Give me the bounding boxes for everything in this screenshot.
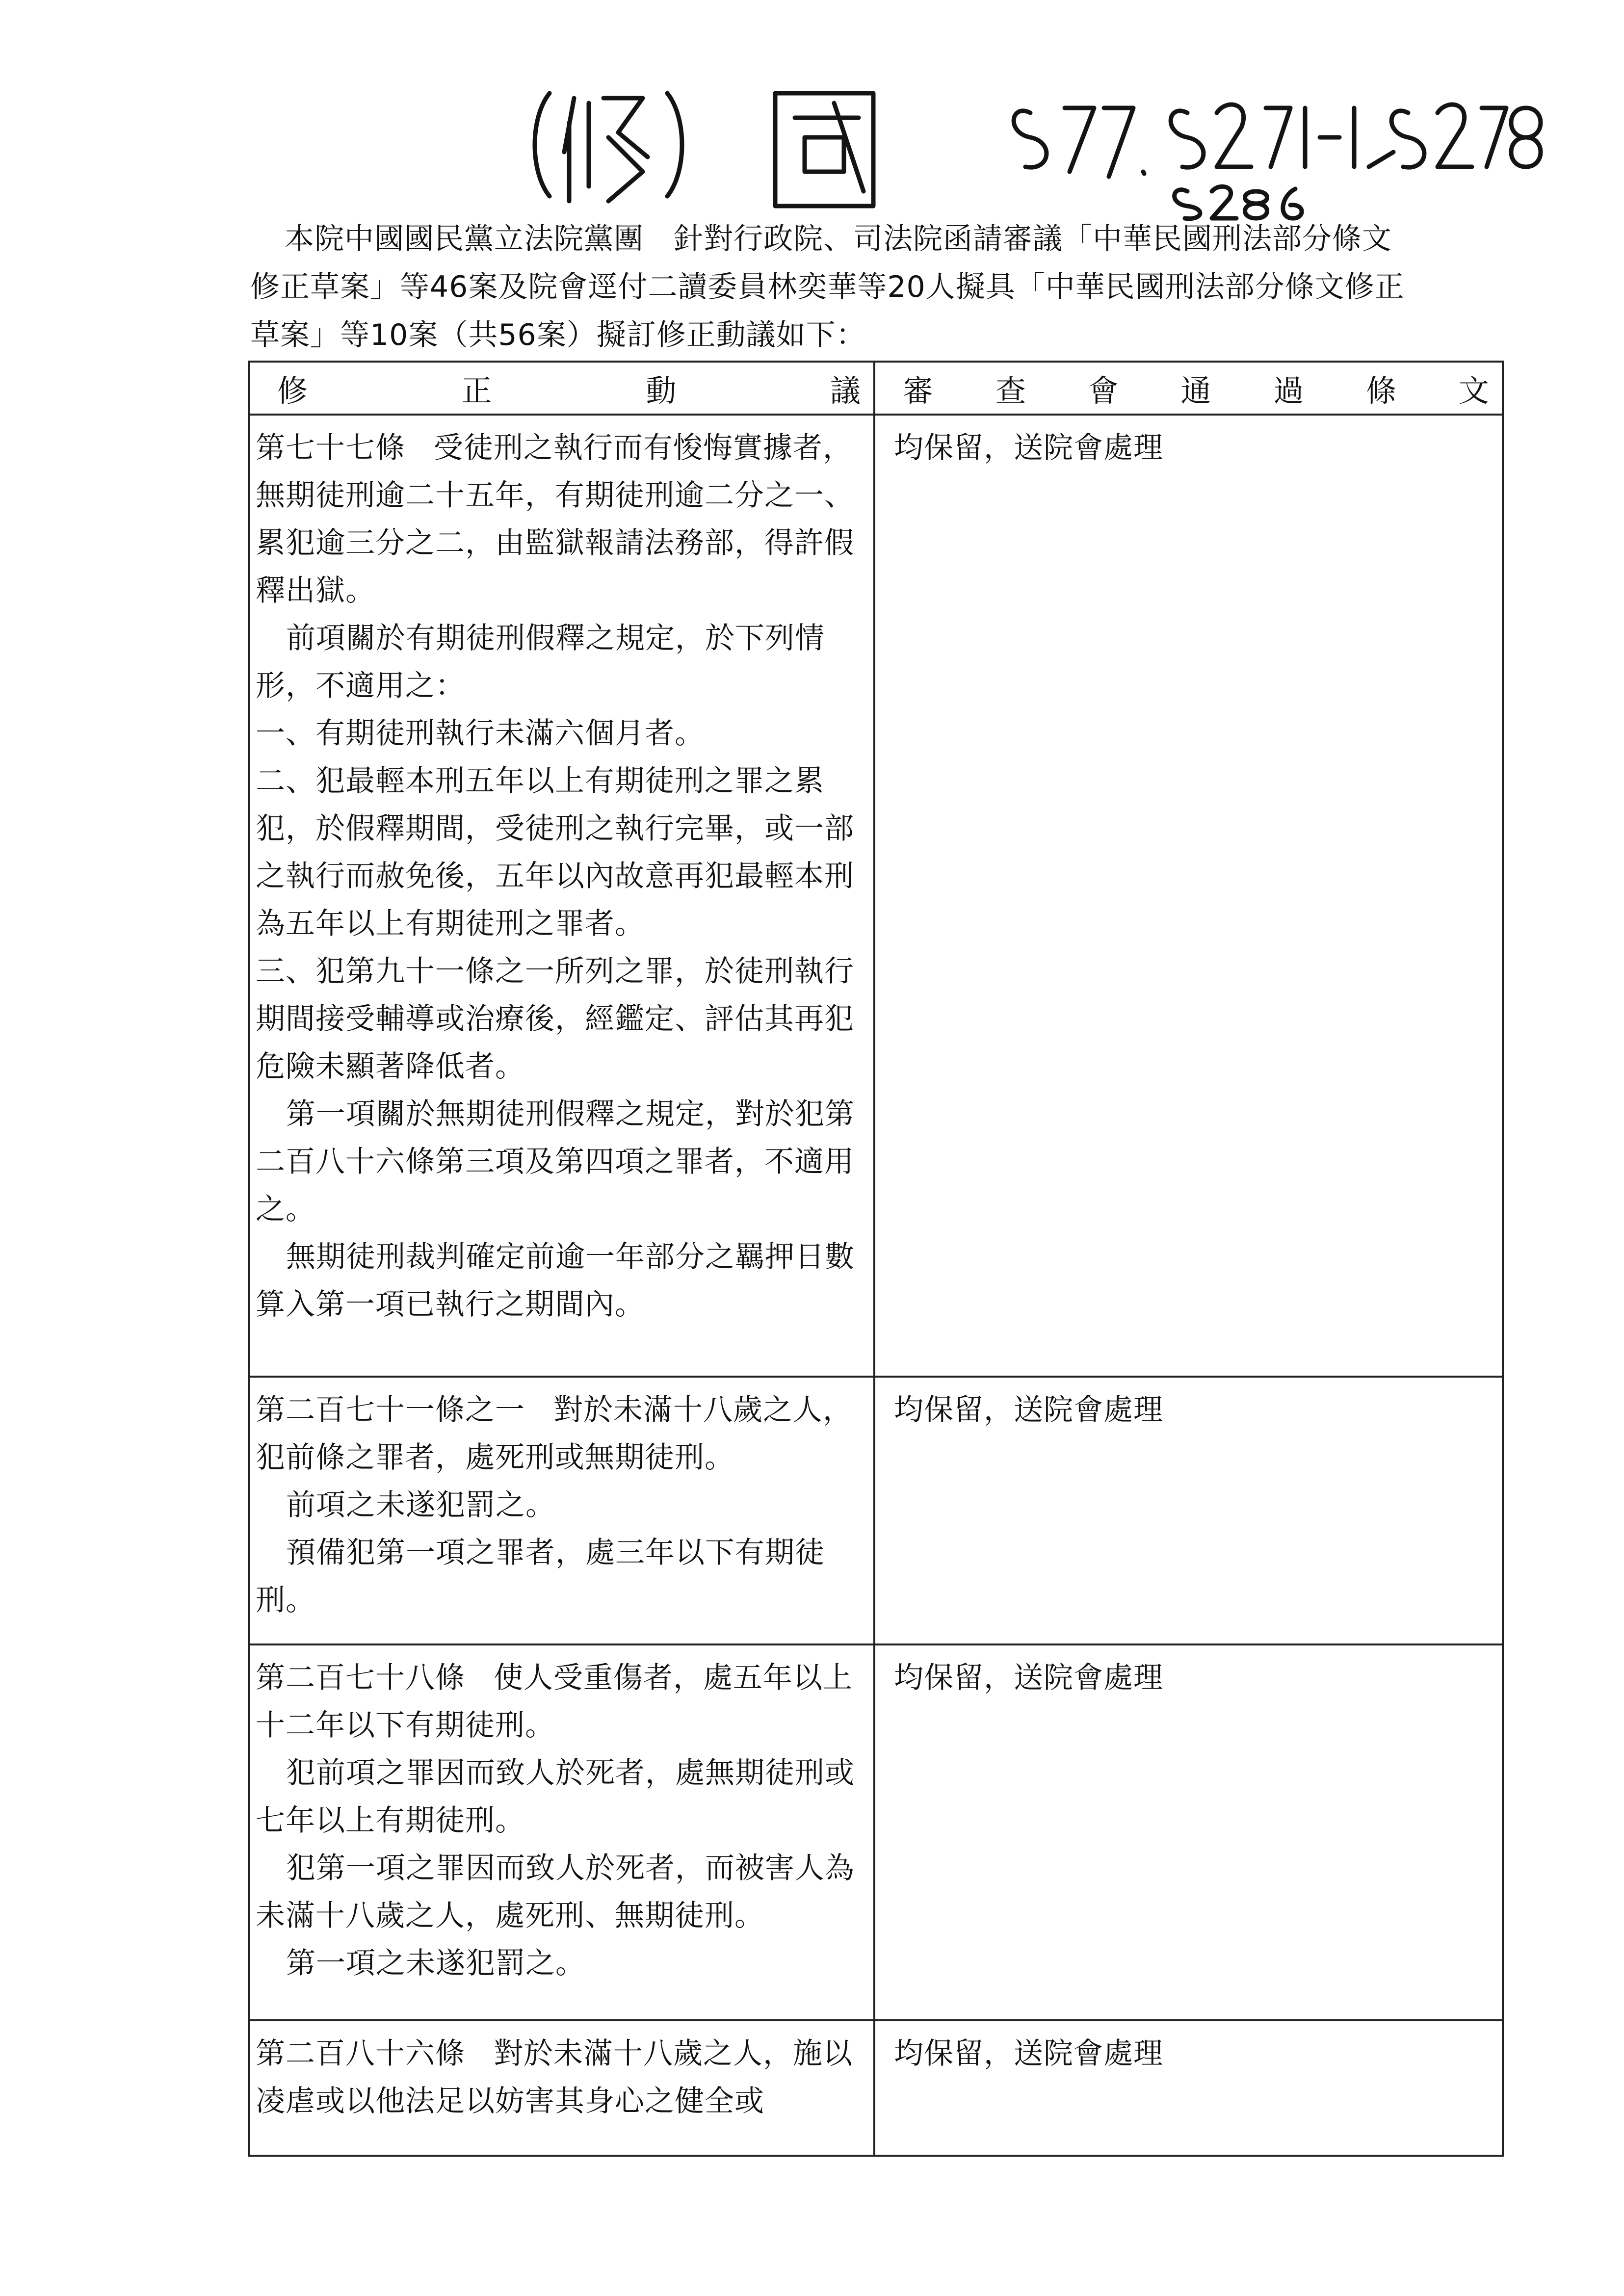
review-result: 均保留，送院會處理 <box>894 1661 1163 1695</box>
paragraph-text: 受徒刑之執行而有悛悔實據者，無期徒刑逾二十五年，有期徒刑逾二分之一、累犯逾三分之二，由監獄報請法務部，得許假釋出獄。 <box>256 431 854 608</box>
review-cell <box>874 2020 1503 2156</box>
paragraph: 前項關於有期徒刑假釋之規定，於下列情形，不適用之： <box>256 621 825 703</box>
motion-cell <box>249 1644 874 2020</box>
paragraph: 第一項之未遂犯罰之。 <box>286 1946 585 1981</box>
paragraph: 前項之未遂犯罰之。 <box>286 1488 555 1522</box>
intro-text: 本院中國國民黨立法院黨團 針對行政院、司法院函請審議「中華民國刑法部分條文修正草案」等46案及院會逕付二讀委員林奕華等20人擬具「中華民國刑法部分條文修正草案」等10案（共56案）擬訂修正動議如下： <box>250 222 1405 352</box>
intro-paragraph <box>250 215 1418 359</box>
motion-cell <box>249 415 874 1377</box>
handwriting-strokes <box>520 74 1550 221</box>
article-first-paragraph <box>256 1654 869 1749</box>
article-number: 第二百七十一條之一 <box>256 1393 525 1427</box>
list-item: 一、有期徒刑執行未滿六個月者。 <box>256 716 705 751</box>
header-review-char: 查 <box>995 372 1026 409</box>
paragraph: 第一項關於無期徒刑假釋之規定，對於犯第二百八十六條第三項及第四項之罪者，不適用之。 <box>256 1097 855 1226</box>
paragraph: 無期徒刑裁判確定前逾一年部分之羈押日數算入第一項已執行之期間內。 <box>256 1240 855 1322</box>
paragraph-text: 對於未滿十八歲之人，犯前條之罪者，處死刑或無期徒刑。 <box>256 1393 853 1475</box>
header-motion-char: 議 <box>830 372 861 409</box>
table-row <box>249 1644 1503 2020</box>
handwritten-annotation <box>520 74 1550 221</box>
header-review-char: 條 <box>1366 372 1397 409</box>
review-result: 均保留，送院會處理 <box>894 431 1163 465</box>
article-first-paragraph <box>256 2030 869 2125</box>
paragraph: 犯前項之罪因而致人於死者，處無期徒刑或七年以上有期徒刑。 <box>256 1756 855 1838</box>
header-review-char: 審 <box>903 372 934 409</box>
motion-cell <box>249 1377 874 1644</box>
header-motion-char: 動 <box>646 372 677 409</box>
table-row <box>249 2020 1503 2156</box>
header-review-char: 文 <box>1458 372 1489 409</box>
motion-table <box>248 361 1504 2157</box>
motion-cell <box>249 2020 874 2156</box>
review-cell <box>874 1644 1503 2020</box>
header-review-char: 過 <box>1273 372 1304 409</box>
paragraph: 預備犯第一項之罪者，處三年以下有期徒刑。 <box>256 1536 825 1618</box>
paragraph: 犯第一項之罪因而致人於死者，而被害人為未滿十八歲之人，處死刑、無期徒刑。 <box>256 1851 855 1933</box>
article-number: 第二百八十六條 <box>256 2036 465 2071</box>
article-first-paragraph <box>256 1386 869 1482</box>
table-header-row <box>249 362 1503 415</box>
header-review-char: 通 <box>1180 372 1211 409</box>
table-row <box>249 1377 1503 1644</box>
table-row <box>249 415 1503 1377</box>
list-item: 二、犯最輕本刑五年以上有期徒刑之罪之累犯，於假釋期間，受徒刑之執行完畢，或一部之執行而赦免後，五年以內故意再犯最輕本刑為五年以上有期徒刑之罪者。 <box>256 764 854 941</box>
header-motion-char: 修 <box>277 372 308 409</box>
review-result: 均保留，送院會處理 <box>894 1393 1163 1427</box>
list-item: 三、犯第九十一條之一所列之罪，於徒刑執行期間接受輔導或治療後，經鑑定、評估其再犯危險未顯著降低者。 <box>256 954 854 1084</box>
header-motion <box>249 362 874 415</box>
header-review <box>874 362 1503 415</box>
article-number: 第二百七十八條 <box>256 1661 465 1695</box>
review-result: 均保留，送院會處理 <box>894 2036 1163 2071</box>
paragraph-text: 對於未滿十八歲之人，施以凌虐或以他法足以妨害其身心之健全或 <box>256 2036 853 2118</box>
paragraph-text: 使人受重傷者，處五年以上十二年以下有期徒刑。 <box>256 1661 853 1743</box>
article-first-paragraph <box>256 424 869 615</box>
header-motion-char: 正 <box>461 372 492 409</box>
article-number: 第七十七條 <box>256 431 405 465</box>
header-review-char: 會 <box>1088 372 1119 409</box>
review-cell <box>874 1377 1503 1644</box>
review-cell <box>874 415 1503 1377</box>
